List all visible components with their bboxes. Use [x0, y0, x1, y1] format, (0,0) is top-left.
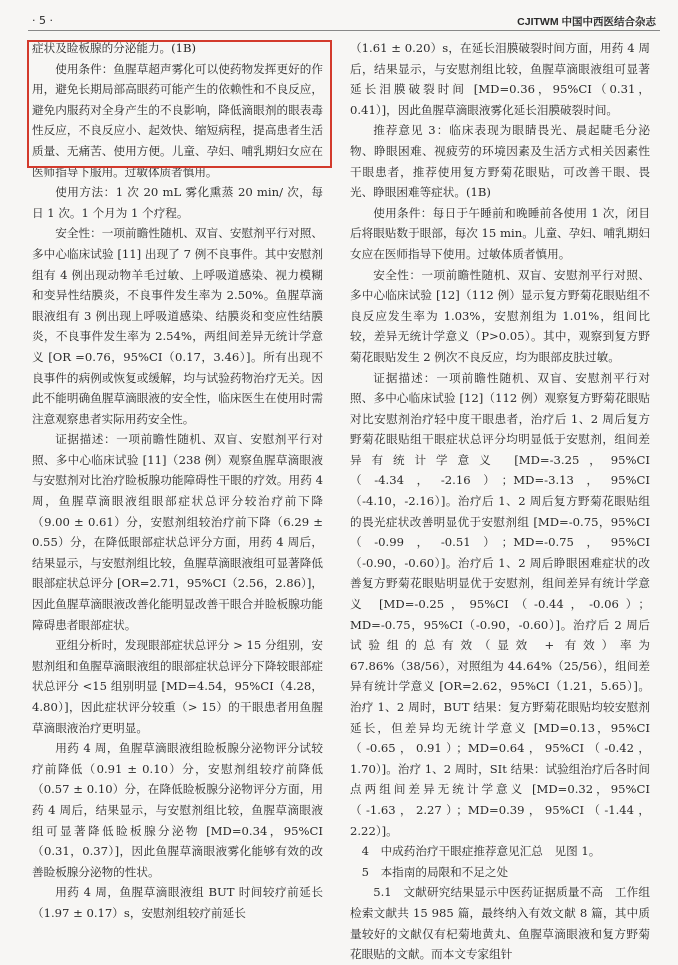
journal-name: CJITWM 中国中西医结合杂志: [517, 16, 656, 28]
paragraph: 亚组分析时，发现眼部症状总评分 > 15 分组别，安慰剂组和鱼腥草滴眼液组的眼部症状总评分下降较眼部症状总评分 <15 组别明显 [MD=4.54，95%CI（4.28，4.80）]，因此症状评分较重（> 15）的干眼患者用鱼腥草滴眼液治疗更明显。: [32, 638, 323, 735]
paragraph: 用药 4 周，鱼腥草滴眼液组 BUT 时间较疗前延长（1.97 ± 0.17）s，安慰剂组较疗前延长: [32, 885, 323, 920]
paragraph: 用药 4 周，鱼腥草滴眼液组睑板腺分泌物评分试较疗前降低（0.91 ± 0.10）分，安慰剂组较疗前降低（0.57 ± 0.10）分，在降低睑板腺分泌物评分方面，用药 4 周后，结果显示，与安慰剂组比较，鱼腥草滴眼液组可显著降低睑板腺分泌物 [MD=0.34，95%CI（0.31，0.37）]，因此鱼腥草滴眼液雾化能够有效的改善睑板腺分泌物的性状。: [32, 741, 323, 879]
header-rule: [28, 30, 660, 31]
paragraph: 5.1 文献研究结果显示中医药证据质量不高 工作组检索文献共 15 985 篇，最终纳入有效文献 8 篇，其中质量较好的文献仅有杞菊地黄丸、鱼腥草滴眼液和复方野菊花眼贴的文献。而本文专家组针: [350, 885, 650, 962]
paragraph: 症状及睑板腺的分泌能力。(1B): [32, 41, 197, 55]
paragraph: 安全性：一项前瞻性随机、双盲、安慰剂平行对照、多中心临床试验 [11] 出现了 7 例不良事件。其中安慰剂组有 4 例出现动物羊毛过敏、上呼吸道感染、视力模糊和变异性结膜炎，不良事件发生率为 2.50%。鱼腥草滴眼液组有 3 例出现上呼吸道感染、结膜炎和变应性结膜炎，不良事件发生率为 2.54%，两组间差异无统计学意义 [OR =0.76，95%CI（0.17，3.46）]。所有出现不良事件的病例或恢复或缓解，均与试验药物治疗无关。因此不能明确鱼腥草滴眼液的安全性，临床医生在使用时需注意观察患者实际用药安全性。: [32, 226, 323, 426]
page-header: [0, 0, 678, 30]
paragraph: 使用条件：每日于午睡前和晚睡前各使用 1 次，闭目后将眼贴数于眼部，每次 15 min。儿童、孕妇、哺乳期妇女应在医师指导下使用。过敏体质者慎用。: [350, 205, 650, 261]
paragraph: 推荐意见 3：临床表现为眼睛畏光、晨起睫毛分泌物、睁眼困难、视疲劳的环境因素及生活方式相关因素性干眼患者，推荐使用复方野菊花眼贴，可改善干眼、畏光、睁眼困难等症状。(1B): [350, 123, 650, 200]
paragraph: 使用条件：鱼腥草超声雾化可以使药物发挥更好的作用，避免长期局部高眼药可能产生的依赖性和不良反应，避免内服药对全身产生的不良影响，降低滴眼剂的眼表毒性反应，不良反应小、起效快、缩短病程，提高患者生活质量、无痛苦、使用方便。儿童、孕妇、哺乳期妇女应在医师指导下服用。过敏体质者慎用。: [32, 61, 323, 179]
section-heading: 4 中成药治疗干眼症推荐意见汇总 见图 1。: [361, 844, 601, 859]
right-column: [350, 38, 650, 962]
page-number: · 5 ·: [32, 14, 53, 27]
paragraph: 使用方法：1 次 20 mL 雾化熏蒸 20 min/ 次，每日 1 次。1 个月为 1 个疗程。: [32, 185, 323, 220]
red-highlight-box: [27, 40, 332, 168]
paragraph: 证据描述：一项前瞻性随机、双盲、安慰剂平行对照、多中心临床试验 [11]（238 例）观察鱼腥草滴眼液与安慰剂对比治疗睑板腺功能障碍性干眼的疗效。用药 4 周，鱼腥草滴眼液组眼部症状总评分较治疗前下降（9.00 ± 0.61）分，安慰剂组较治疗前下降（6.29 ± 0.55）分，在降低眼部症状总评分方面，用药 4 周后，结果显示，与安慰剂组比较，鱼腥草滴眼液组可显著降低眼部症状总评分 [OR=2.71，95%CI（2.56，2.86）]，因此鱼腥草滴眼液改善化能明显改善干眼合并睑板腺功能障碍患者眼部症状。: [32, 432, 323, 632]
paragraph: 安全性：一项前瞻性随机、双盲、安慰剂平行对照、多中心临床试验 [12]（112 例）显示复方野菊花眼贴组不良反应发生率为 1.03%，安慰剂组为 1.01%，组间比较，差异无统计学意义（P>0.05）。其中，观察到复方野菊花眼贴发生 2 例次不良反应，均为眼部皮肤过敏。: [350, 267, 650, 364]
paragraph: （1.61 ± 0.20）s，在延长泪膜破裂时间方面，用药 4 周后，结果显示，与安慰剂组比较，鱼腥草滴眼液组可显著延长泪膜破裂时间 [MD=0.36，95%CI（0.31，0.41）]，因此鱼腥草滴眼液雾化延长泪膜破裂时间。: [350, 41, 650, 117]
paragraph: 证据描述：一项前瞻性随机、双盲、安慰剂平行对照、多中心临床试验 [12]（112 例）观察复方野菊花眼贴对比安慰剂治疗轻中度干眼患者，治疗后 1、2 周后复方野菊花眼贴组干眼症状总评分均明显低于安慰剂，组间差异有统计学意义 [MD=-3.25，95%CI（-4.34，-2.16）；MD=-3.13，95%CI（-4.10，-2.16）]。治疗后 1、2 周后复方野菊花眼贴组的畏光症状改善明显优于安慰剂组 [MD=-0.75，95%CI（-0.99，-0.51）；MD=-0.75，95%CI（-0.90，-0.60）]。治疗后 1、2 周后睁眼困难症状的改善复方野菊花眼贴明显优于安慰剂，组间差异有统计学意义 [MD=-0.25，95%CI（-0.44，-0.06）；MD=-0.75，95%CI（-0.90，-0.60）]。治疗后 2 周后试验组的总有效（显效 + 有效）率为 67.86%（38/56），对照组为 44.64%（25/56），组间差异有统计学意义 [OR=2.62，95%CI（1.21，5.65）]。治疗 1、2 周时，BUT 结果：复方野菊花眼贴均较安慰剂延长，但差异均无统计学意义 [MD=0.13，95%CI（-0.65，0.91）；MD=0.64，95%CI（-0.42，1.70）]。治疗 1、2 周时，SIt 结果：试验组治疗后各时间点两组间差异无统计学意义 [MD=0.32，95%CI（-1.63，2.27）；MD=0.39，95%CI（-1.44，2.22）]。: [350, 370, 650, 838]
section-heading: 5 本指南的局限和不足之处: [361, 864, 509, 879]
